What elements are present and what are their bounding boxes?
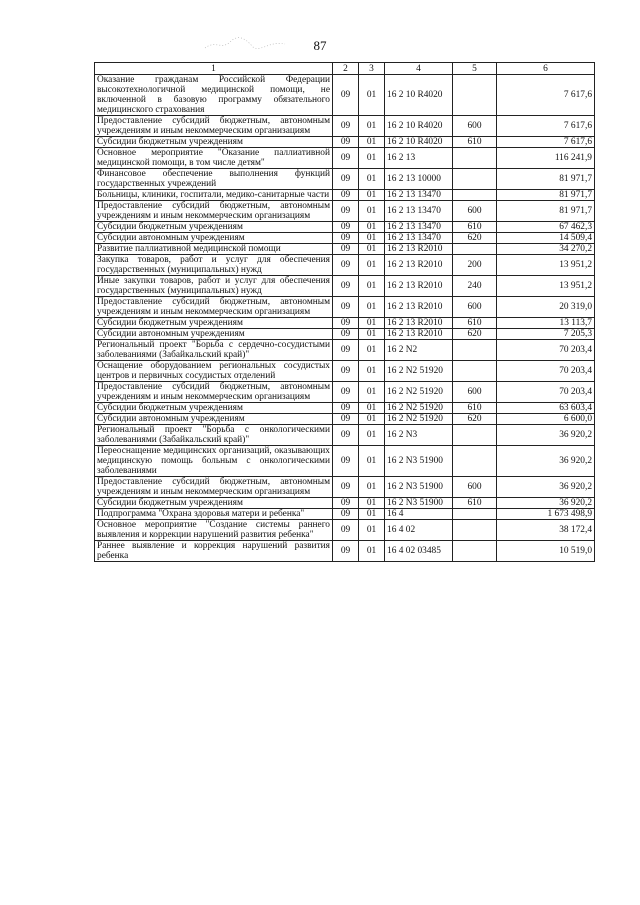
row-amount: 10 519,0 xyxy=(497,541,595,562)
row-name: Финансовое обеспечение выполнения функций государственных учреждений xyxy=(95,169,333,190)
table-row xyxy=(95,361,595,382)
row-subsection: 01 xyxy=(359,222,385,233)
row-subsection: 01 xyxy=(359,276,385,297)
row-name: Субсидии автономным учреждениям xyxy=(95,329,333,340)
row-amount: 70 203,4 xyxy=(497,340,595,361)
row-name: Переоснащение медицинских организаций, оказывающих медицинскую помощь больным с онкологическими заболеваниями xyxy=(95,446,333,477)
row-expense-type xyxy=(453,244,497,255)
row-section: 09 xyxy=(333,382,359,403)
row-section: 09 xyxy=(333,190,359,201)
row-target-article: 16 2 13 R2010 xyxy=(385,329,453,340)
row-subsection: 01 xyxy=(359,340,385,361)
row-subsection: 01 xyxy=(359,541,385,562)
row-amount: 70 203,4 xyxy=(497,361,595,382)
row-target-article: 16 2 N2 51920 xyxy=(385,361,453,382)
row-section: 09 xyxy=(333,329,359,340)
row-expense-type xyxy=(453,75,497,116)
row-subsection: 01 xyxy=(359,509,385,520)
row-section: 09 xyxy=(333,340,359,361)
row-amount: 36 920,2 xyxy=(497,477,595,498)
row-name: Подпрограмма "Охрана здоровья матери и ребенка" xyxy=(95,509,333,520)
col-header-name: 1 xyxy=(95,63,333,75)
row-target-article: 16 4 02 xyxy=(385,520,453,541)
row-name: Иные закупки товаров, работ и услуг для обеспечения государственных (муниципальных) нужд xyxy=(95,276,333,297)
row-name: Закупка товаров, работ и услуг для обеспечения государственных (муниципальных) нужд xyxy=(95,255,333,276)
table-row xyxy=(95,446,595,477)
row-expense-type: 610 xyxy=(453,318,497,329)
row-amount: 7 617,6 xyxy=(497,75,595,116)
row-target-article: 16 2 13 R2010 xyxy=(385,244,453,255)
row-name: Основное мероприятие "Создание системы раннего выявления и коррекции нарушений развития ребенка" xyxy=(95,520,333,541)
row-amount: 67 462,3 xyxy=(497,222,595,233)
row-target-article: 16 2 13 R2010 xyxy=(385,297,453,318)
row-section: 09 xyxy=(333,75,359,116)
row-amount: 63 603,4 xyxy=(497,403,595,414)
row-section: 09 xyxy=(333,116,359,137)
row-name: Региональный проект "Борьба с онкологическими заболеваниями (Забайкальский край)" xyxy=(95,425,333,446)
table-row xyxy=(95,255,595,276)
row-section: 09 xyxy=(333,446,359,477)
row-target-article: 16 2 10 R4020 xyxy=(385,137,453,148)
row-expense-type: 610 xyxy=(453,498,497,509)
row-name: Предоставление субсидий бюджетным, автономным учреждениям и иным некоммерческим организациям xyxy=(95,477,333,498)
row-expense-type xyxy=(453,361,497,382)
row-amount: 13 951,2 xyxy=(497,276,595,297)
row-section: 09 xyxy=(333,255,359,276)
row-section: 09 xyxy=(333,318,359,329)
row-section: 09 xyxy=(333,541,359,562)
row-subsection: 01 xyxy=(359,75,385,116)
row-section: 09 xyxy=(333,297,359,318)
row-section: 09 xyxy=(333,201,359,222)
row-expense-type: 620 xyxy=(453,329,497,340)
row-target-article: 16 2 13 13470 xyxy=(385,233,453,244)
row-expense-type: 610 xyxy=(453,222,497,233)
row-expense-type xyxy=(453,425,497,446)
row-section: 09 xyxy=(333,425,359,446)
row-subsection: 01 xyxy=(359,414,385,425)
row-expense-type xyxy=(453,190,497,201)
row-subsection: 01 xyxy=(359,329,385,340)
row-section: 09 xyxy=(333,498,359,509)
row-name: Субсидии автономным учреждениям xyxy=(95,414,333,425)
row-subsection: 01 xyxy=(359,201,385,222)
table-row xyxy=(95,403,595,414)
row-target-article: 16 2 13 13470 xyxy=(385,190,453,201)
row-amount: 14 509,4 xyxy=(497,233,595,244)
row-subsection: 01 xyxy=(359,520,385,541)
row-expense-type: 620 xyxy=(453,414,497,425)
row-target-article: 16 2 N2 51920 xyxy=(385,382,453,403)
row-section: 09 xyxy=(333,148,359,169)
row-expense-type: 600 xyxy=(453,382,497,403)
table-row xyxy=(95,276,595,297)
row-subsection: 01 xyxy=(359,244,385,255)
row-amount: 36 920,2 xyxy=(497,425,595,446)
row-section: 09 xyxy=(333,414,359,425)
row-section: 09 xyxy=(333,276,359,297)
row-expense-type xyxy=(453,541,497,562)
table-row xyxy=(95,75,595,116)
table-row xyxy=(95,116,595,137)
row-name: Развитие паллиативной медицинской помощи xyxy=(95,244,333,255)
table-row xyxy=(95,541,595,562)
row-expense-type: 610 xyxy=(453,403,497,414)
row-name: Оснащение оборудованием региональных сосудистых центров и первичных сосудистых отделений xyxy=(95,361,333,382)
row-expense-type: 600 xyxy=(453,297,497,318)
budget-table xyxy=(94,62,595,562)
row-section: 09 xyxy=(333,222,359,233)
row-amount: 38 172,4 xyxy=(497,520,595,541)
row-expense-type: 240 xyxy=(453,276,497,297)
row-subsection: 01 xyxy=(359,148,385,169)
row-section: 09 xyxy=(333,169,359,190)
row-expense-type xyxy=(453,509,497,520)
row-subsection: 01 xyxy=(359,255,385,276)
row-subsection: 01 xyxy=(359,233,385,244)
row-target-article: 16 4 xyxy=(385,509,453,520)
row-name: Оказание гражданам Российской Федерации высокотехнологичной медицинской помощи, не включенной в базовую программу обязательного медицинского страхования xyxy=(95,75,333,116)
table-row xyxy=(95,509,595,520)
table-row xyxy=(95,137,595,148)
row-target-article: 16 2 10 R4020 xyxy=(385,75,453,116)
row-amount: 36 920,2 xyxy=(497,498,595,509)
col-header-amount: 6 xyxy=(497,63,595,75)
row-target-article: 16 2 13 10000 xyxy=(385,169,453,190)
row-amount: 6 600,0 xyxy=(497,414,595,425)
row-amount: 20 319,0 xyxy=(497,297,595,318)
row-amount: 1 673 498,9 xyxy=(497,509,595,520)
table-header-row xyxy=(95,63,595,75)
row-subsection: 01 xyxy=(359,382,385,403)
table-row xyxy=(95,340,595,361)
row-subsection: 01 xyxy=(359,169,385,190)
row-name: Субсидии бюджетным учреждениям xyxy=(95,137,333,148)
row-expense-type: 620 xyxy=(453,233,497,244)
table-row xyxy=(95,498,595,509)
row-expense-type: 600 xyxy=(453,116,497,137)
row-target-article: 16 2 13 13470 xyxy=(385,222,453,233)
pen-scribble-mark xyxy=(200,32,290,54)
row-name: Субсидии бюджетным учреждениям xyxy=(95,403,333,414)
row-amount: 7 617,6 xyxy=(497,116,595,137)
row-target-article: 16 2 13 R2010 xyxy=(385,276,453,297)
row-expense-type xyxy=(453,148,497,169)
row-target-article: 16 4 02 03485 xyxy=(385,541,453,562)
row-subsection: 01 xyxy=(359,425,385,446)
row-expense-type xyxy=(453,446,497,477)
table-row xyxy=(95,222,595,233)
row-amount: 116 241,9 xyxy=(497,148,595,169)
row-name: Предоставление субсидий бюджетным, автономным учреждениям и иным некоммерческим организациям xyxy=(95,201,333,222)
row-amount: 81 971,7 xyxy=(497,201,595,222)
row-target-article: 16 2 10 R4020 xyxy=(385,116,453,137)
row-amount: 13 113,7 xyxy=(497,318,595,329)
row-section: 09 xyxy=(333,233,359,244)
row-section: 09 xyxy=(333,137,359,148)
row-expense-type: 600 xyxy=(453,201,497,222)
table-row xyxy=(95,318,595,329)
row-section: 09 xyxy=(333,509,359,520)
table-row xyxy=(95,329,595,340)
row-target-article: 16 2 N3 xyxy=(385,425,453,446)
row-name: Раннее выявление и коррекция нарушений развития ребенка xyxy=(95,541,333,562)
row-expense-type xyxy=(453,340,497,361)
table-row xyxy=(95,520,595,541)
row-name: Предоставление субсидий бюджетным, автономным учреждениям и иным некоммерческим организациям xyxy=(95,382,333,403)
col-header-subsection: 3 xyxy=(359,63,385,75)
table-row xyxy=(95,190,595,201)
col-header-section: 2 xyxy=(333,63,359,75)
table-row xyxy=(95,414,595,425)
table-row xyxy=(95,297,595,318)
row-name: Предоставление субсидий бюджетным, автономным учреждениям и иным некоммерческим организациям xyxy=(95,297,333,318)
row-subsection: 01 xyxy=(359,297,385,318)
row-name: Больницы, клиники, госпитали, медико-санитарные части xyxy=(95,190,333,201)
row-amount: 70 203,4 xyxy=(497,382,595,403)
row-section: 09 xyxy=(333,361,359,382)
table-row xyxy=(95,201,595,222)
row-amount: 34 270,2 xyxy=(497,244,595,255)
row-name: Субсидии бюджетным учреждениям xyxy=(95,498,333,509)
row-target-article: 16 2 N3 51900 xyxy=(385,477,453,498)
row-target-article: 16 2 13 13470 xyxy=(385,201,453,222)
row-name: Региональный проект "Борьба с сердечно-сосудистыми заболеваниями (Забайкальский край)" xyxy=(95,340,333,361)
row-expense-type: 610 xyxy=(453,137,497,148)
page-number: 87 xyxy=(313,38,327,53)
row-subsection: 01 xyxy=(359,190,385,201)
row-amount: 81 971,7 xyxy=(497,190,595,201)
table-row xyxy=(95,382,595,403)
row-expense-type xyxy=(453,169,497,190)
row-expense-type xyxy=(453,520,497,541)
row-amount: 7 617,6 xyxy=(497,137,595,148)
row-expense-type: 200 xyxy=(453,255,497,276)
row-target-article: 16 2 N3 51900 xyxy=(385,446,453,477)
row-target-article: 16 2 N2 51920 xyxy=(385,414,453,425)
table-row xyxy=(95,169,595,190)
row-amount: 81 971,7 xyxy=(497,169,595,190)
row-target-article: 16 2 13 xyxy=(385,148,453,169)
row-target-article: 16 2 N2 51920 xyxy=(385,403,453,414)
table-row xyxy=(95,244,595,255)
row-name: Субсидии автономным учреждениям xyxy=(95,233,333,244)
row-name: Предоставление субсидий бюджетным, автономным учреждениям и иным некоммерческим организациям xyxy=(95,116,333,137)
table-row xyxy=(95,425,595,446)
row-amount: 7 205,3 xyxy=(497,329,595,340)
row-amount: 13 951,2 xyxy=(497,255,595,276)
row-subsection: 01 xyxy=(359,403,385,414)
row-target-article: 16 2 13 R2010 xyxy=(385,255,453,276)
table-row xyxy=(95,148,595,169)
table-row xyxy=(95,477,595,498)
row-expense-type: 600 xyxy=(453,477,497,498)
row-name: Субсидии бюджетным учреждениям xyxy=(95,222,333,233)
row-target-article: 16 2 13 R2010 xyxy=(385,318,453,329)
row-subsection: 01 xyxy=(359,116,385,137)
row-name: Основное мероприятие "Оказание паллиативной медицинской помощи, в том числе детям" xyxy=(95,148,333,169)
row-section: 09 xyxy=(333,520,359,541)
row-subsection: 01 xyxy=(359,318,385,329)
col-header-target-article: 4 xyxy=(385,63,453,75)
row-section: 09 xyxy=(333,244,359,255)
row-target-article: 16 2 N2 xyxy=(385,340,453,361)
row-subsection: 01 xyxy=(359,446,385,477)
row-section: 09 xyxy=(333,403,359,414)
row-section: 09 xyxy=(333,477,359,498)
row-target-article: 16 2 N3 51900 xyxy=(385,498,453,509)
row-subsection: 01 xyxy=(359,137,385,148)
row-subsection: 01 xyxy=(359,361,385,382)
row-subsection: 01 xyxy=(359,477,385,498)
row-amount: 36 920,2 xyxy=(497,446,595,477)
table-row xyxy=(95,233,595,244)
col-header-expense-type: 5 xyxy=(453,63,497,75)
row-name: Субсидии бюджетным учреждениям xyxy=(95,318,333,329)
row-subsection: 01 xyxy=(359,498,385,509)
